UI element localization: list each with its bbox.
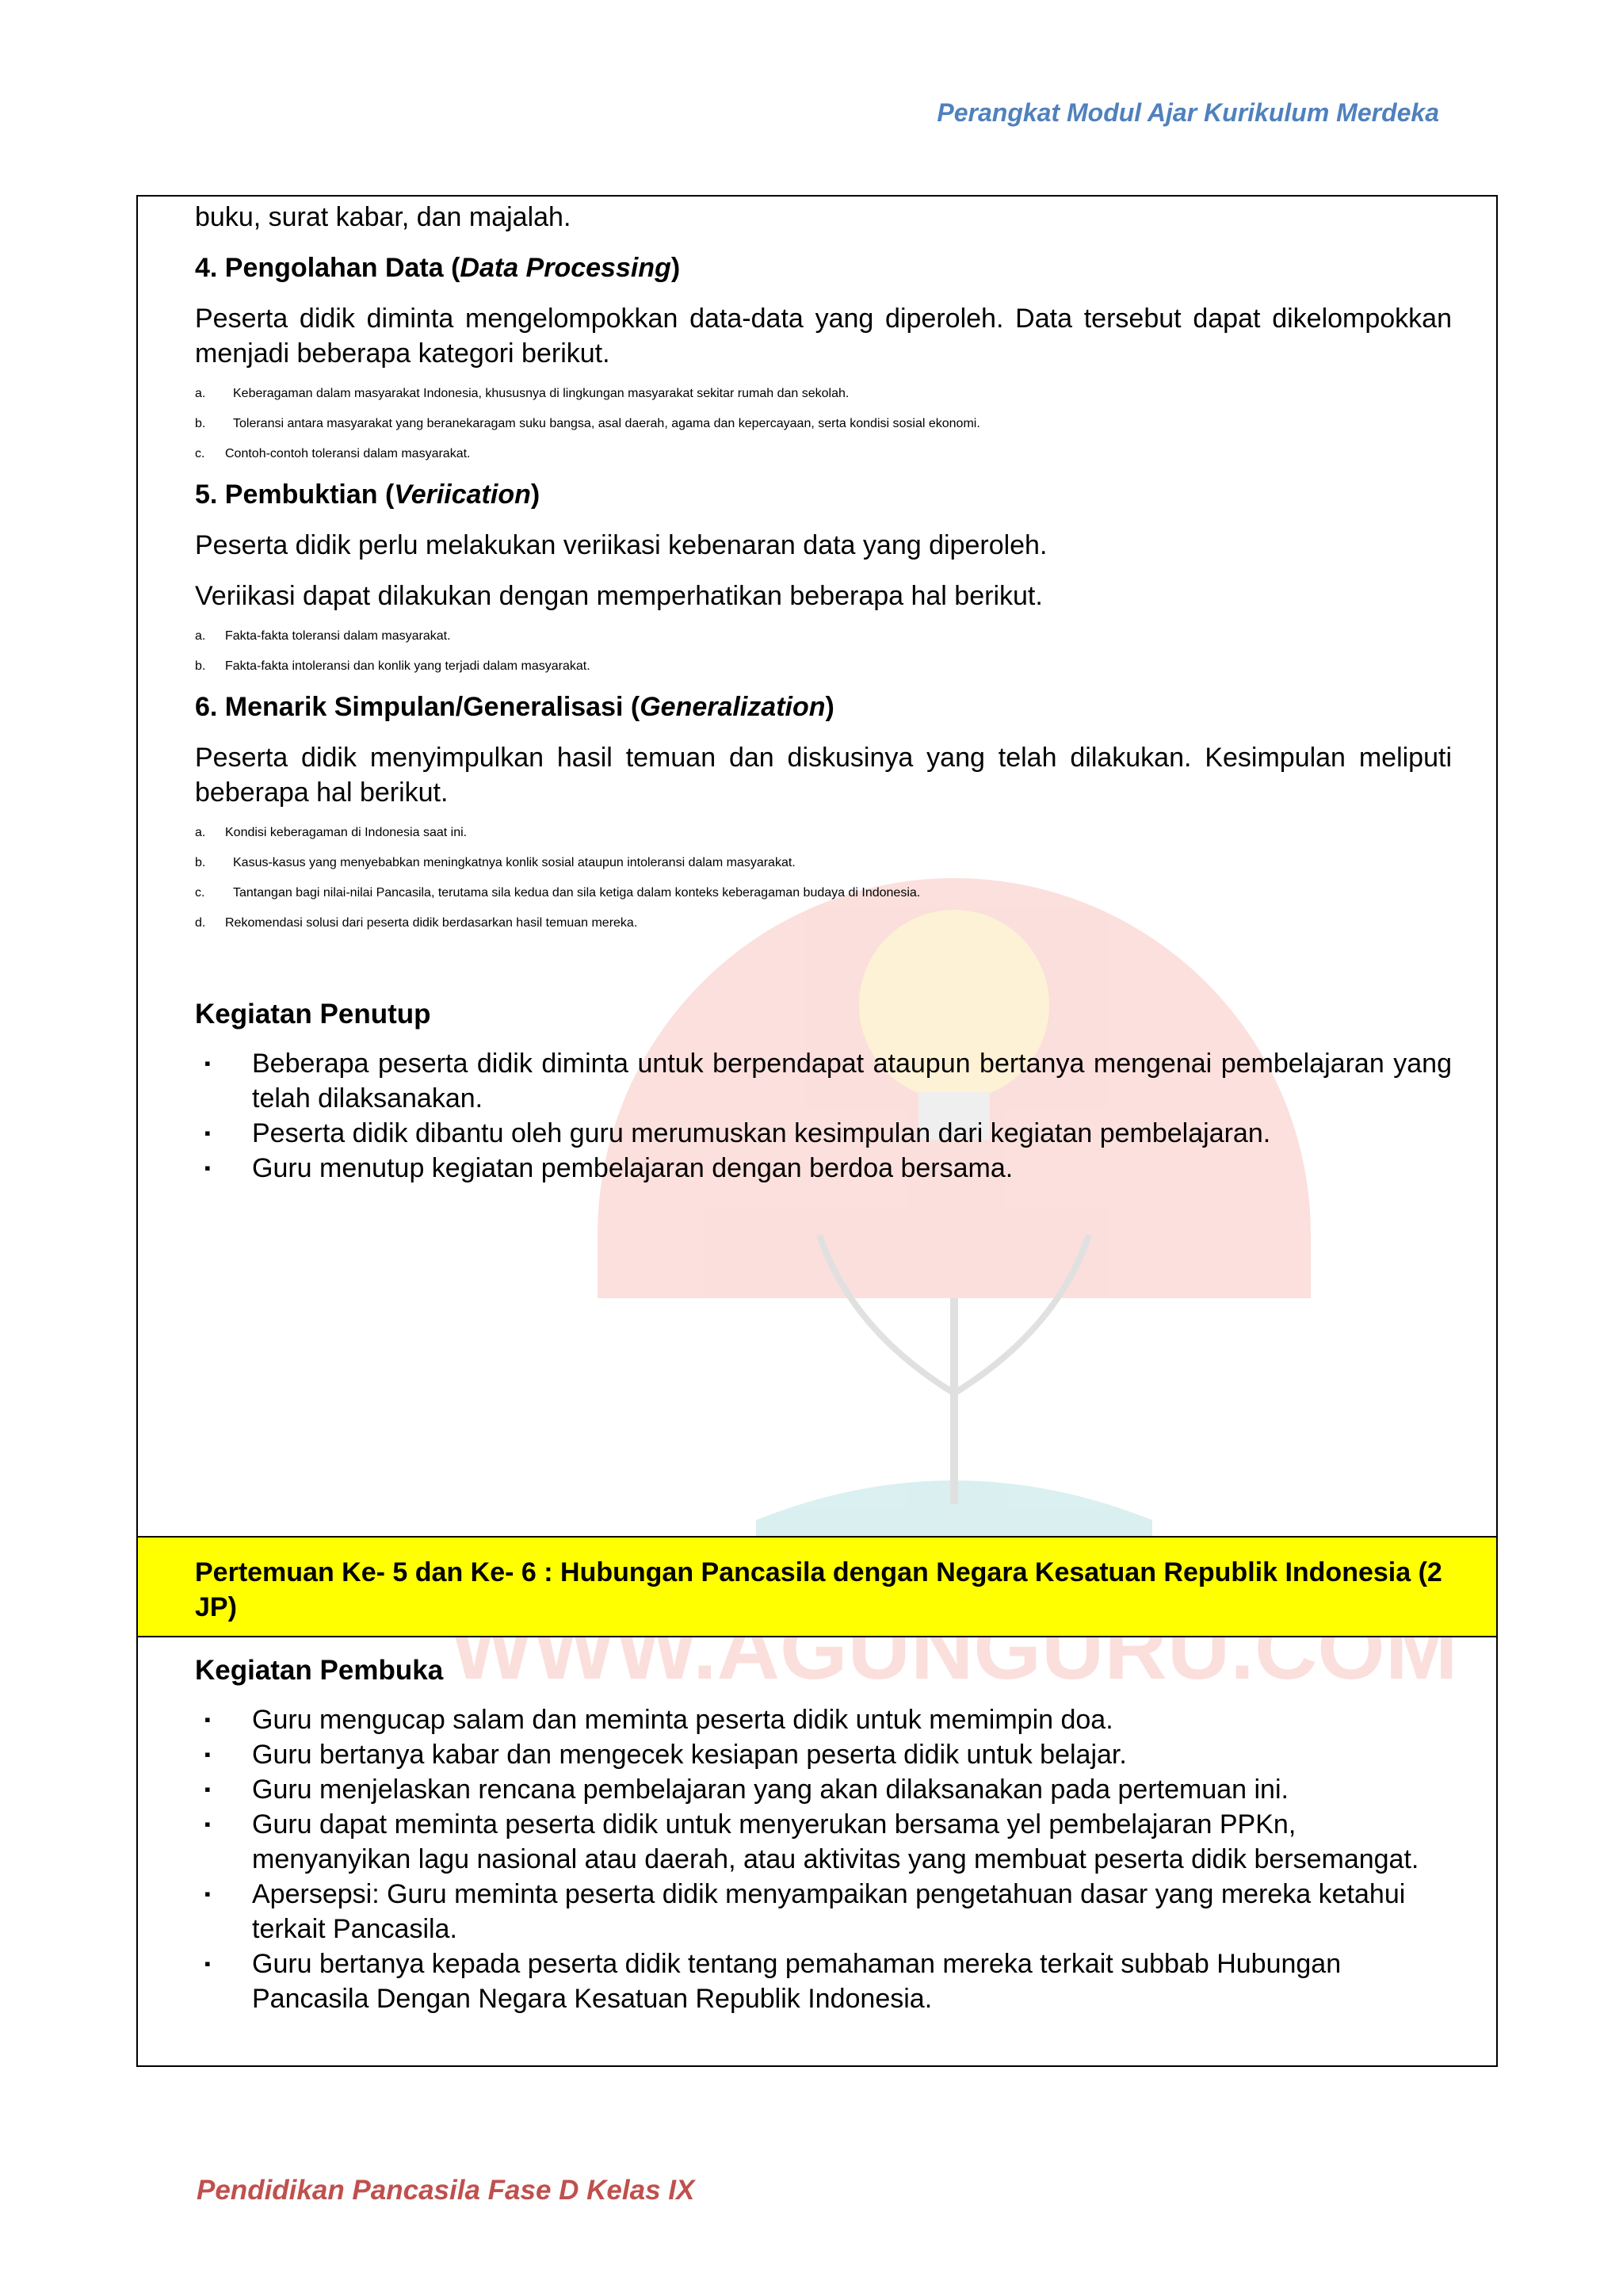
list-item: b. Kasus-kasus yang menyebabkan meningkatnya konlik sosial ataupun intoleransi dalam masyarakat.	[195, 856, 796, 869]
list-item: ▪ Beberapa peserta didik diminta untuk berpendapat ataupun bertanya mengenai pembelajaran yang telah dilaksanakan.	[195, 1046, 1452, 1116]
list-item: c. Tantangan bagi nilai-nilai Pancasila, terutama sila kedua dan sila ketiga dalam konteks keberagaman budaya di Indonesia.	[195, 886, 921, 900]
list-item: c. Contoh-contoh toleransi dalam masyarakat.	[195, 447, 471, 460]
step-6-title: 6. Menarik Simpulan/Generalisasi (Generalization)	[195, 692, 834, 722]
list-item: ▪ Guru bertanya kepada peserta didik tentang pemahaman mereka terkait subbab Hubungan Pancasila Dengan Negara Kesatuan Republik Indonesia.	[195, 1946, 1452, 2016]
watermark-text: WWW.AGUNGURU.COM	[450, 1600, 1458, 1698]
bullet-icon: ▪	[204, 1779, 211, 1799]
step-4-intro: Peserta didik diminta mengelompokkan data-data yang diperoleh. Data tersebut dapat dikelompokkan menjadi beberapa kategori berikut.	[195, 304, 1452, 369]
bullet-icon: ▪	[204, 1158, 211, 1178]
learning-steps-section	[138, 197, 1496, 1536]
bullet-icon: ▪	[204, 1123, 211, 1143]
list-item: b. Toleransi antara masyarakat yang beranekaragam suku bangsa, asal daerah, agama dan kepercayaan, serta kondisi sosial ekonomi.	[195, 417, 980, 430]
bullet-icon: ▪	[204, 1744, 211, 1764]
list-item: ▪ Guru dapat meminta peserta didik untuk menyerukan bersama yel pembelajaran PPKn, menyanyikan lagu nasional atau daerah, atau aktivitas yang membuat peserta didik bersemangat.	[195, 1807, 1452, 1877]
list-item: ▪ Apersepsi: Guru meminta peserta didik menyampaikan pengetahuan dasar yang mereka ketahui terkait Pancasila.	[195, 1877, 1452, 1946]
bullet-icon: ▪	[204, 1884, 211, 1904]
lesson-table	[136, 195, 1498, 2067]
opening-list	[195, 1702, 1452, 2016]
list-item: ▪ Guru menutup kegiatan pembelajaran dengan berdoa bersama.	[195, 1151, 1452, 1186]
list-item: a. Keberagaman dalam masyarakat Indonesia, khususnya di lingkungan masyarakat sekitar rumah dan sekolah.	[195, 387, 850, 400]
bullet-icon: ▪	[204, 1053, 211, 1073]
list-item: ▪ Guru mengucap salam dan meminta peserta didik untuk memimpin doa.	[195, 1702, 1452, 1737]
list-item: a. Fakta-fakta toleransi dalam masyarakat.	[195, 629, 451, 643]
meeting-title-row	[138, 1536, 1496, 1637]
list-item: b. Fakta-fakta intoleransi dan konlik yang terjadi dalam masyarakat.	[195, 659, 590, 673]
step-5-title: 5. Pembuktian (Veriication)	[195, 479, 540, 510]
list-item: ▪ Guru menjelaskan rencana pembelajaran yang akan dilaksanakan pada pertemuan ini.	[195, 1772, 1452, 1807]
opening-section	[138, 1637, 1496, 2065]
step-5-para-2: Veriikasi dapat dilakukan dengan memperhatikan beberapa hal berikut.	[195, 581, 1043, 611]
list-item: d. Rekomendasi solusi dari peserta didik berdasarkan hasil temuan mereka.	[195, 916, 638, 930]
step-4-title: 4. Pengolahan Data (Data Processing)	[195, 253, 681, 283]
list-item: a. Kondisi keberagaman di Indonesia saat ini.	[195, 826, 468, 839]
page-header: Perangkat Modul Ajar Kurikulum Merdeka	[937, 98, 1439, 127]
list-item: ▪ Guru bertanya kabar dan mengecek kesiapan peserta didik untuk belajar.	[195, 1737, 1452, 1772]
step-6-intro: Peserta didik menyimpulkan hasil temuan dan diskusinya yang telah dilakukan. Kesimpulan meliputi beberapa hal berikut.	[195, 743, 1452, 808]
page-footer: Pendidikan Pancasila Fase D Kelas IX	[197, 2175, 695, 2206]
closing-list	[195, 1046, 1452, 1186]
step-5-para-1: Peserta didik perlu melakukan veriikasi kebenaran data yang diperoleh.	[195, 530, 1048, 560]
continuation-text: buku, surat kabar, dan majalah.	[195, 202, 571, 232]
opening-heading: Kegiatan Pembuka	[195, 1655, 444, 1686]
bullet-icon: ▪	[204, 1814, 211, 1834]
closing-heading: Kegiatan Penutup	[195, 999, 431, 1030]
list-item: ▪ Peserta didik dibantu oleh guru merumuskan kesimpulan dari kegiatan pembelajaran.	[195, 1116, 1452, 1151]
bullet-icon: ▪	[204, 1954, 211, 1973]
meeting-title: Pertemuan Ke- 5 dan Ke- 6 : Hubungan Pancasila dengan Negara Kesatuan Republik Indonesia (2 JP)	[195, 1557, 1442, 1622]
bullet-icon: ▪	[204, 1710, 211, 1729]
